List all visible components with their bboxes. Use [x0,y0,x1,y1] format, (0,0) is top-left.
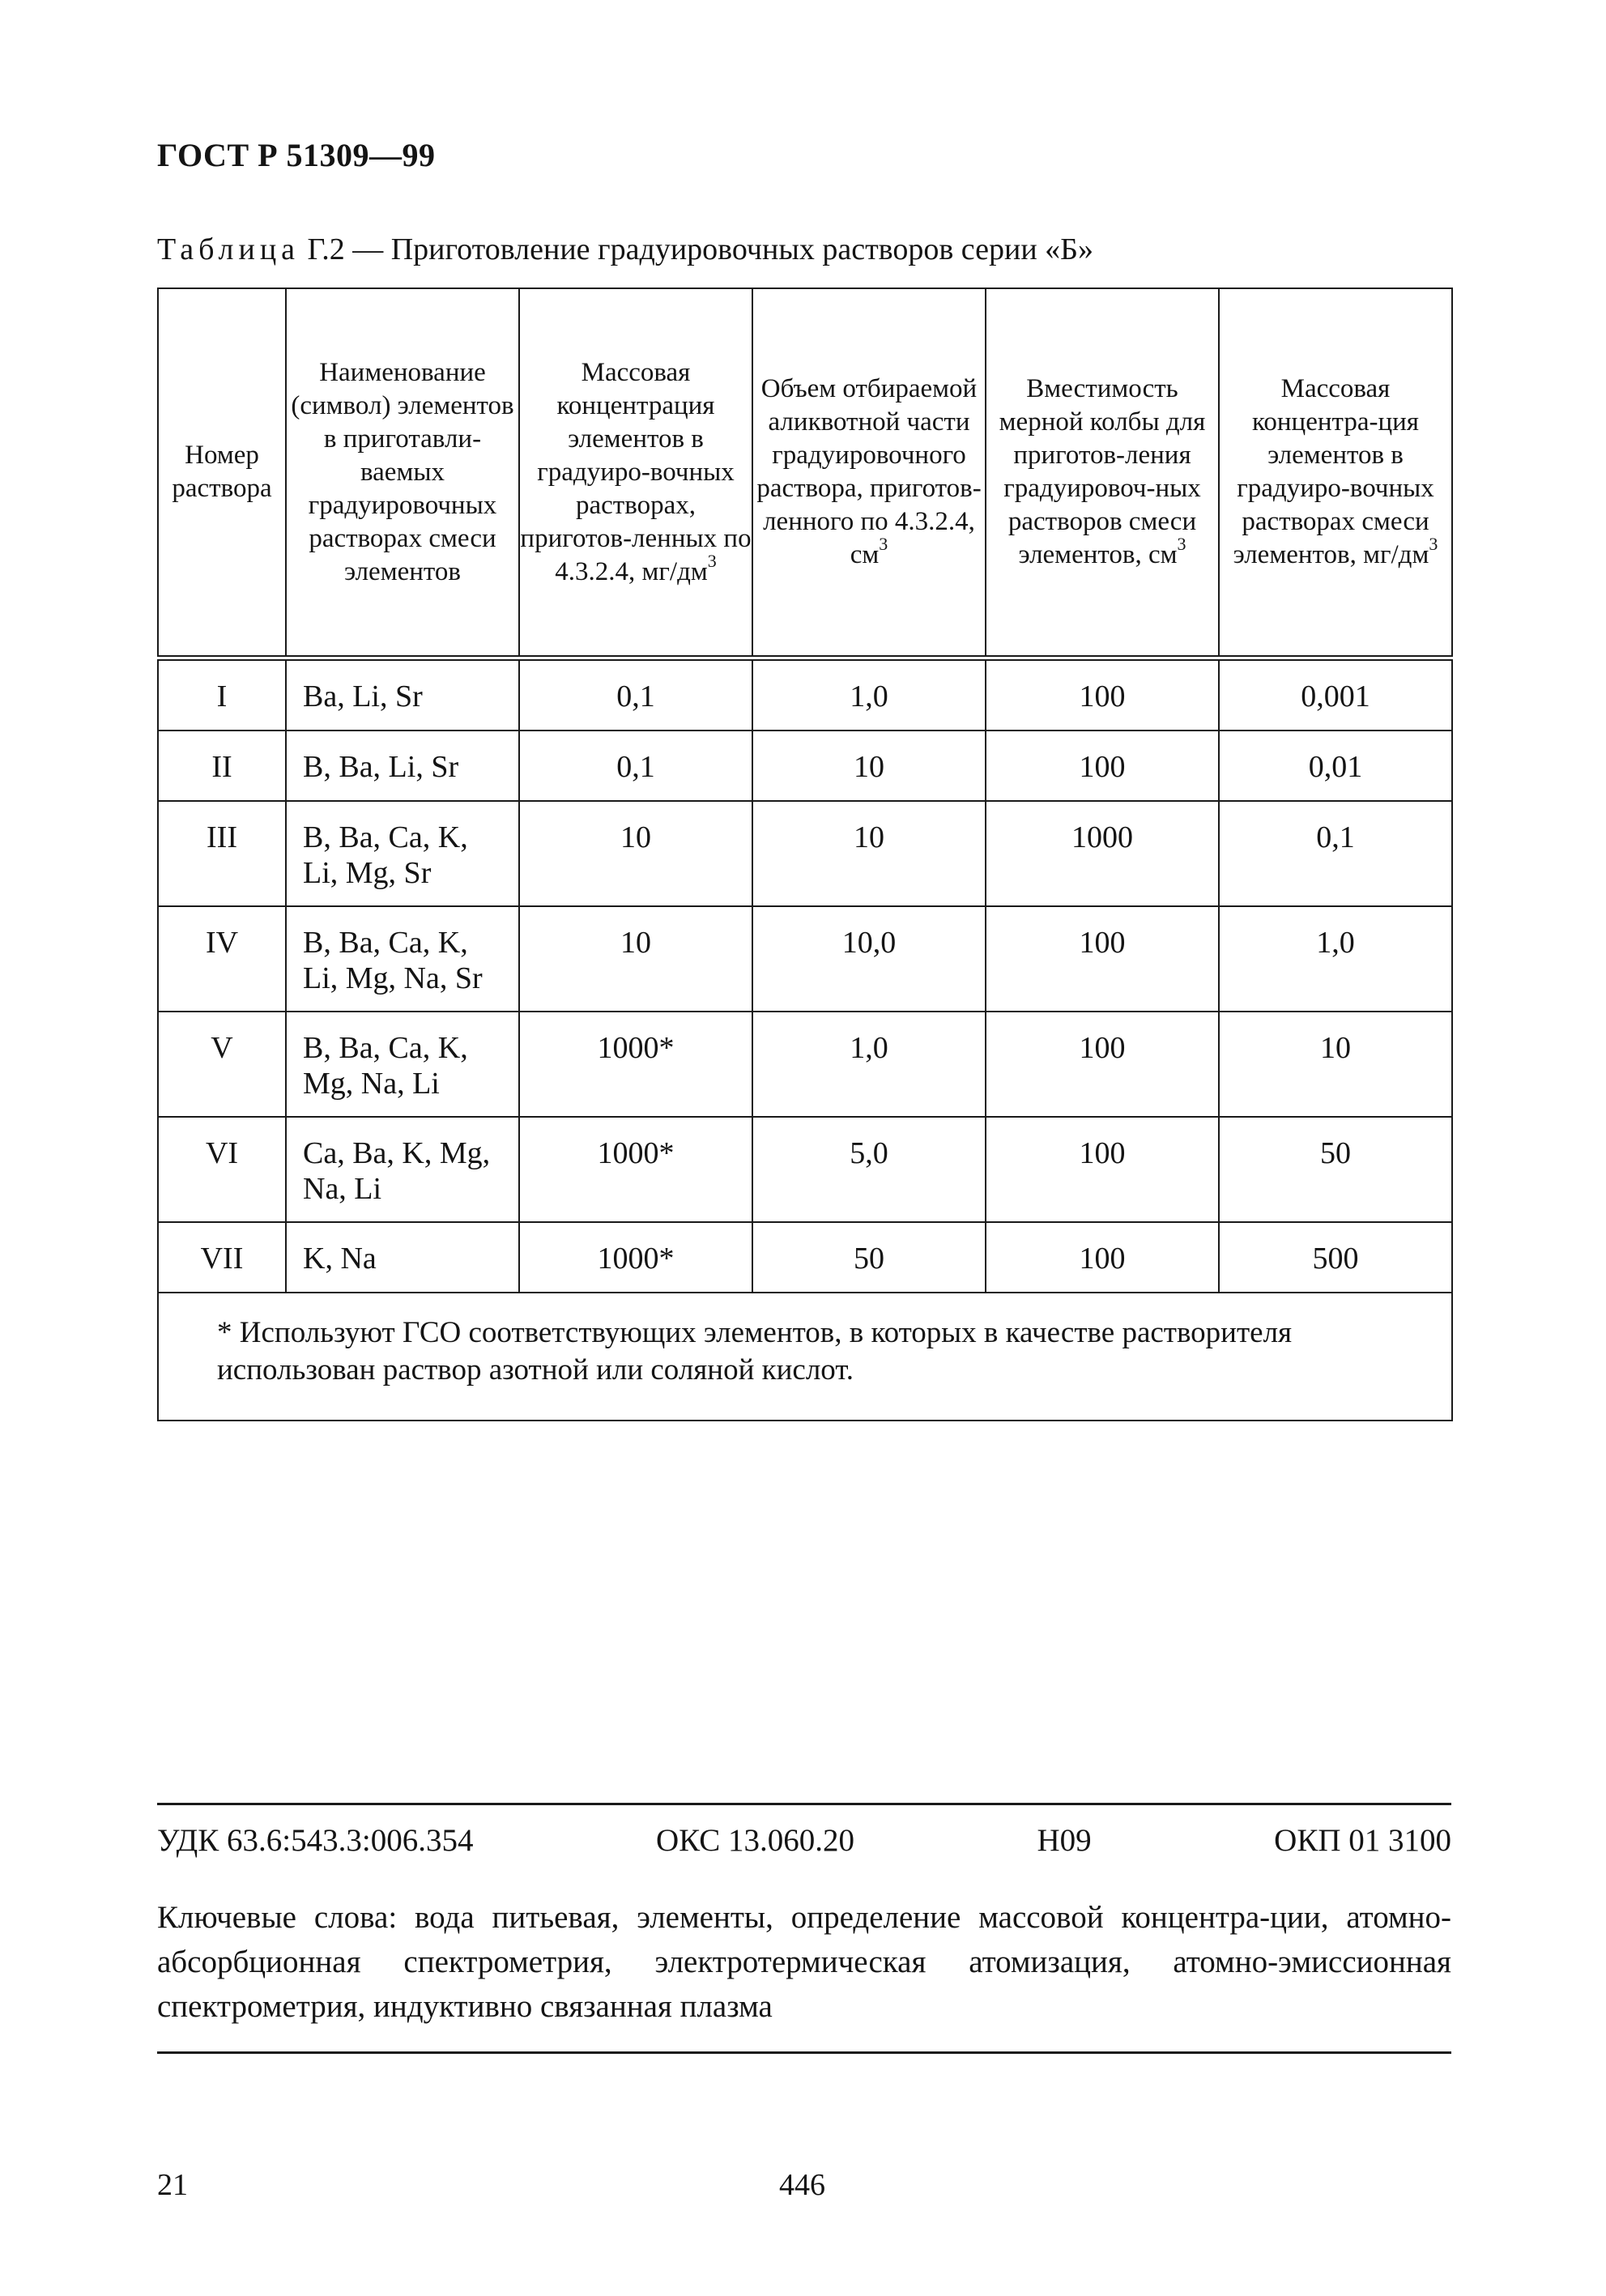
header-element-names: Наименование (символ) элементов в приготавли-ваемых градуировочных растворах смеси элементов [286,288,519,658]
cell-aliquot: 1,0 [752,1012,986,1117]
udk-code: УДК 63.6:543.3:006.354 [157,1823,474,1858]
cell-elements: K, Na [286,1222,519,1293]
cell-elements: B, Ba, Ca, K, Li, Mg, Na, Sr [286,906,519,1012]
cell-mass-conc: 10 [519,801,752,906]
table-caption [157,232,1093,267]
cell-mass-conc: 1000* [519,1117,752,1222]
table-header-row [158,288,1452,658]
cell-aliquot: 10 [752,801,986,906]
cell-aliquot: 1,0 [752,658,986,731]
header-result-concentration: Массовая концентра-ция элементов в градуиро-вочных растворах смеси элементов, $мг/дм^3$ [1219,288,1452,658]
cell-number: II [158,731,286,801]
okp-code: ОКП 01 3100 [1274,1823,1451,1858]
header-flask-volume: Вместимость мерной колбы для приготов-ления градуировоч-ных растворов смеси элементов, $см^3$ [986,288,1219,658]
cell-elements: B, Ba, Li, Sr [286,731,519,801]
header-aliquot-volume: Объем отбираемой аликвотной части градуировочного раствора, приготов-ленного по 4.3.2.4, $см^3$ [752,288,986,658]
cell-result-conc: 50 [1219,1117,1452,1222]
table-row [158,906,1452,1012]
cell-number: VII [158,1222,286,1293]
cell-number: III [158,801,286,906]
table-caption-text: Г.2 — Приготовление градуировочных растворов серии «Б» [307,232,1093,266]
table-row [158,801,1452,906]
classification-codes [157,1822,1451,1859]
cell-number: I [158,658,286,731]
cell-aliquot: 50 [752,1222,986,1293]
cell-elements: B, Ba, Ca, K, Li, Mg, Sr [286,801,519,906]
table-row [158,1222,1452,1293]
cell-result-conc: 0,1 [1219,801,1452,906]
header-solution-number: Номер раствора [158,288,286,658]
cell-flask: 1000 [986,801,1219,906]
table-row [158,1012,1452,1117]
cell-result-conc: 10 [1219,1012,1452,1117]
header-mass-concentration: Массовая концентрация элементов в градуиро-вочных растворах, приготов-ленных по 4.3.2.4, $мг/дм^3$ [519,288,752,658]
cell-number: VI [158,1117,286,1222]
cell-result-conc: 0,01 [1219,731,1452,801]
table-row [158,658,1452,731]
cell-aliquot: 10,0 [752,906,986,1012]
keywords-bottom-rule [157,2051,1451,2054]
oks-code: ОКС 13.060.20 [655,1823,854,1858]
sheet-number: 446 [779,2168,825,2202]
cell-number: IV [158,906,286,1012]
cell-result-conc: 0,001 [1219,658,1452,731]
table-footnote-row [158,1293,1452,1421]
cell-elements: Ca, Ba, K, Mg, Na, Li [286,1117,519,1222]
cell-flask: 100 [986,1012,1219,1117]
category-code: Н09 [1037,1823,1092,1858]
page-number: 21 [157,2168,188,2202]
table-row [158,731,1452,801]
table-row [158,1117,1452,1222]
cell-flask: 100 [986,731,1219,801]
classification-top-rule [157,1803,1451,1805]
cell-result-conc: 500 [1219,1222,1452,1293]
cell-mass-conc: 0,1 [519,658,752,731]
table-footnote: * Используют ГСО соответствующих элементов, в которых в качестве растворителя использован раствор азотной или соляной кислот. [158,1293,1452,1421]
table-caption-lead: Таблица [157,232,300,266]
cell-mass-conc: 1000* [519,1222,752,1293]
calibration-table [157,288,1453,1421]
cell-flask: 100 [986,906,1219,1012]
cell-number: V [158,1012,286,1117]
cell-elements: B, Ba, Ca, K, Mg, Na, Li [286,1012,519,1117]
cell-aliquot: 10 [752,731,986,801]
cell-flask: 100 [986,1222,1219,1293]
cell-mass-conc: 10 [519,906,752,1012]
cell-mass-conc: 1000* [519,1012,752,1117]
cell-flask: 100 [986,1117,1219,1222]
cell-result-conc: 1,0 [1219,906,1452,1012]
cell-flask: 100 [986,658,1219,731]
cell-aliquot: 5,0 [752,1117,986,1222]
cell-mass-conc: 0,1 [519,731,752,801]
document-id: ГОСТ Р 51309—99 [157,137,436,173]
cell-elements: Ba, Li, Sr [286,658,519,731]
keywords-paragraph: Ключевые слова: вода питьевая, элементы, определение массовой концентра-ции, атомно-абсорбционная спектрометрия, электротермическая атомизация, атомно-эмиссионная спектрометрия, индуктивно связанная плазма [157,1900,1451,2024]
